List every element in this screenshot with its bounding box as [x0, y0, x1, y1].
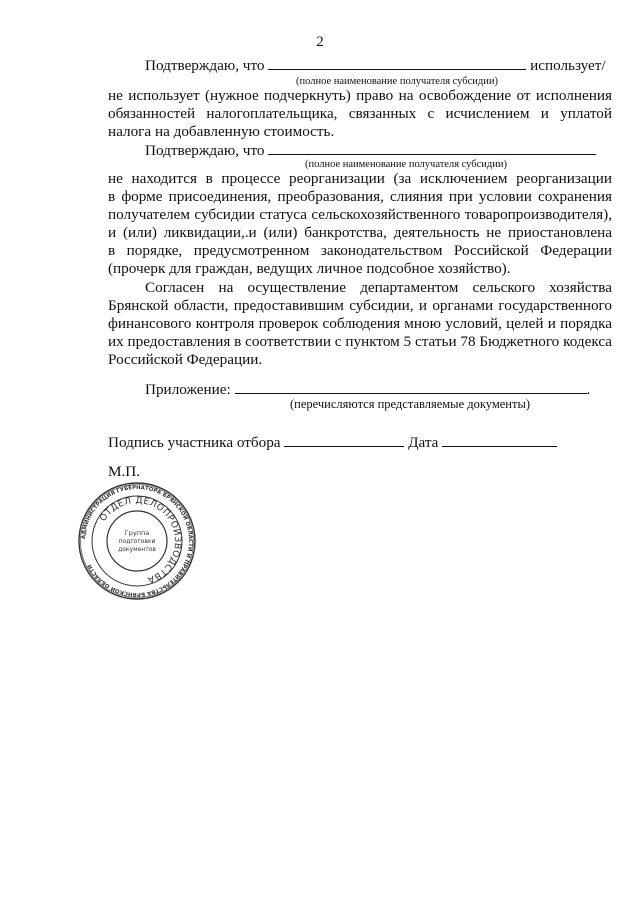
p1-last-line: налога на добавленную стоимость. — [108, 123, 335, 140]
p2-line-3: получателем субсидии статуса сельскохозяйственного товаропроизводителя), — [108, 206, 612, 223]
page-number: 2 — [316, 34, 324, 50]
seal-inner-text: ОТДЕЛ ДЕЛОПРОИЗВОДСТВА — [98, 495, 183, 585]
p2-line-5: в порядке, предусмотренном законодательством Российской Федерации — [108, 242, 612, 259]
seal-outer-text: АДМИНИСТРАЦИЯ ГУБЕРНАТОРА БРЯНСКОЙ ОБЛАСТИ И ПРАВИТЕЛЬСТВА БРЯНСКОЙ ОБЛАСТИ — [81, 484, 194, 598]
p1-line-1: не использует (нужное подчеркнуть) право на освобождение от исполнения — [108, 87, 612, 104]
p3-line-3: финансового контроля проверок соблюдения мною условий, целей и порядка — [108, 315, 612, 332]
p2-line-1: не находится в процессе реорганизации (за исключением реорганизации — [108, 170, 612, 187]
p2-recipient-field[interactable] — [268, 141, 596, 155]
p2-line-4: и (или) ликвидации,.и (или) банкротства, деятельность не приостановлена — [108, 224, 612, 241]
p2-last-line: (прочерк для граждан, ведущих личное подсобное хозяйство). — [108, 260, 511, 277]
p2-caption: (полное наименование получателя субсидии) — [305, 159, 507, 170]
attachment-field[interactable] — [235, 380, 587, 394]
seal-center-line-3: документов — [118, 546, 156, 553]
signature-field[interactable] — [284, 433, 404, 447]
date-label: Дата — [408, 434, 439, 451]
attachment-caption: (перечисляются представляемые документы) — [290, 397, 531, 411]
p1-recipient-field[interactable] — [268, 56, 526, 70]
p1-lead: Подтверждаю, что — [145, 57, 265, 74]
seal-stamp — [77, 481, 197, 601]
p3-line-2: Брянской области, предоставившим субсидии, и органами государственного — [108, 297, 612, 314]
p1-lead-line — [145, 56, 606, 75]
date-field[interactable] — [442, 433, 557, 447]
p2-line-2: в форме присоединения, преобразования, слияния при условии сохранения — [108, 188, 612, 205]
signature-line — [108, 433, 557, 452]
p3-last-line: Российской Федерации. — [108, 351, 263, 368]
p3-line-4: их предоставления в соответствии с пунктом 5 статьи 78 Бюджетного кодекса — [108, 333, 612, 350]
signature-label: Подпись участника отбора — [108, 434, 281, 451]
p1-line-2: обязанностей налогоплательщика, связанных с исчислением и уплатой — [108, 105, 612, 122]
mp-label: М.П. — [108, 463, 141, 480]
p1-tail: использует/ — [530, 57, 606, 74]
p3-line-1: Согласен на осуществление департаментом сельского хозяйства — [145, 279, 612, 296]
attachment-label: Приложение: — [145, 381, 231, 398]
seal-center-line-2: подготовки — [118, 538, 156, 545]
attachment-end: . — [586, 381, 591, 398]
seal-center-line-1: Группа — [124, 529, 150, 537]
p2-lead: Подтверждаю, что — [145, 142, 265, 159]
p1-caption: (полное наименование получателя субсидии) — [296, 76, 498, 87]
p2-lead-line — [145, 141, 596, 160]
